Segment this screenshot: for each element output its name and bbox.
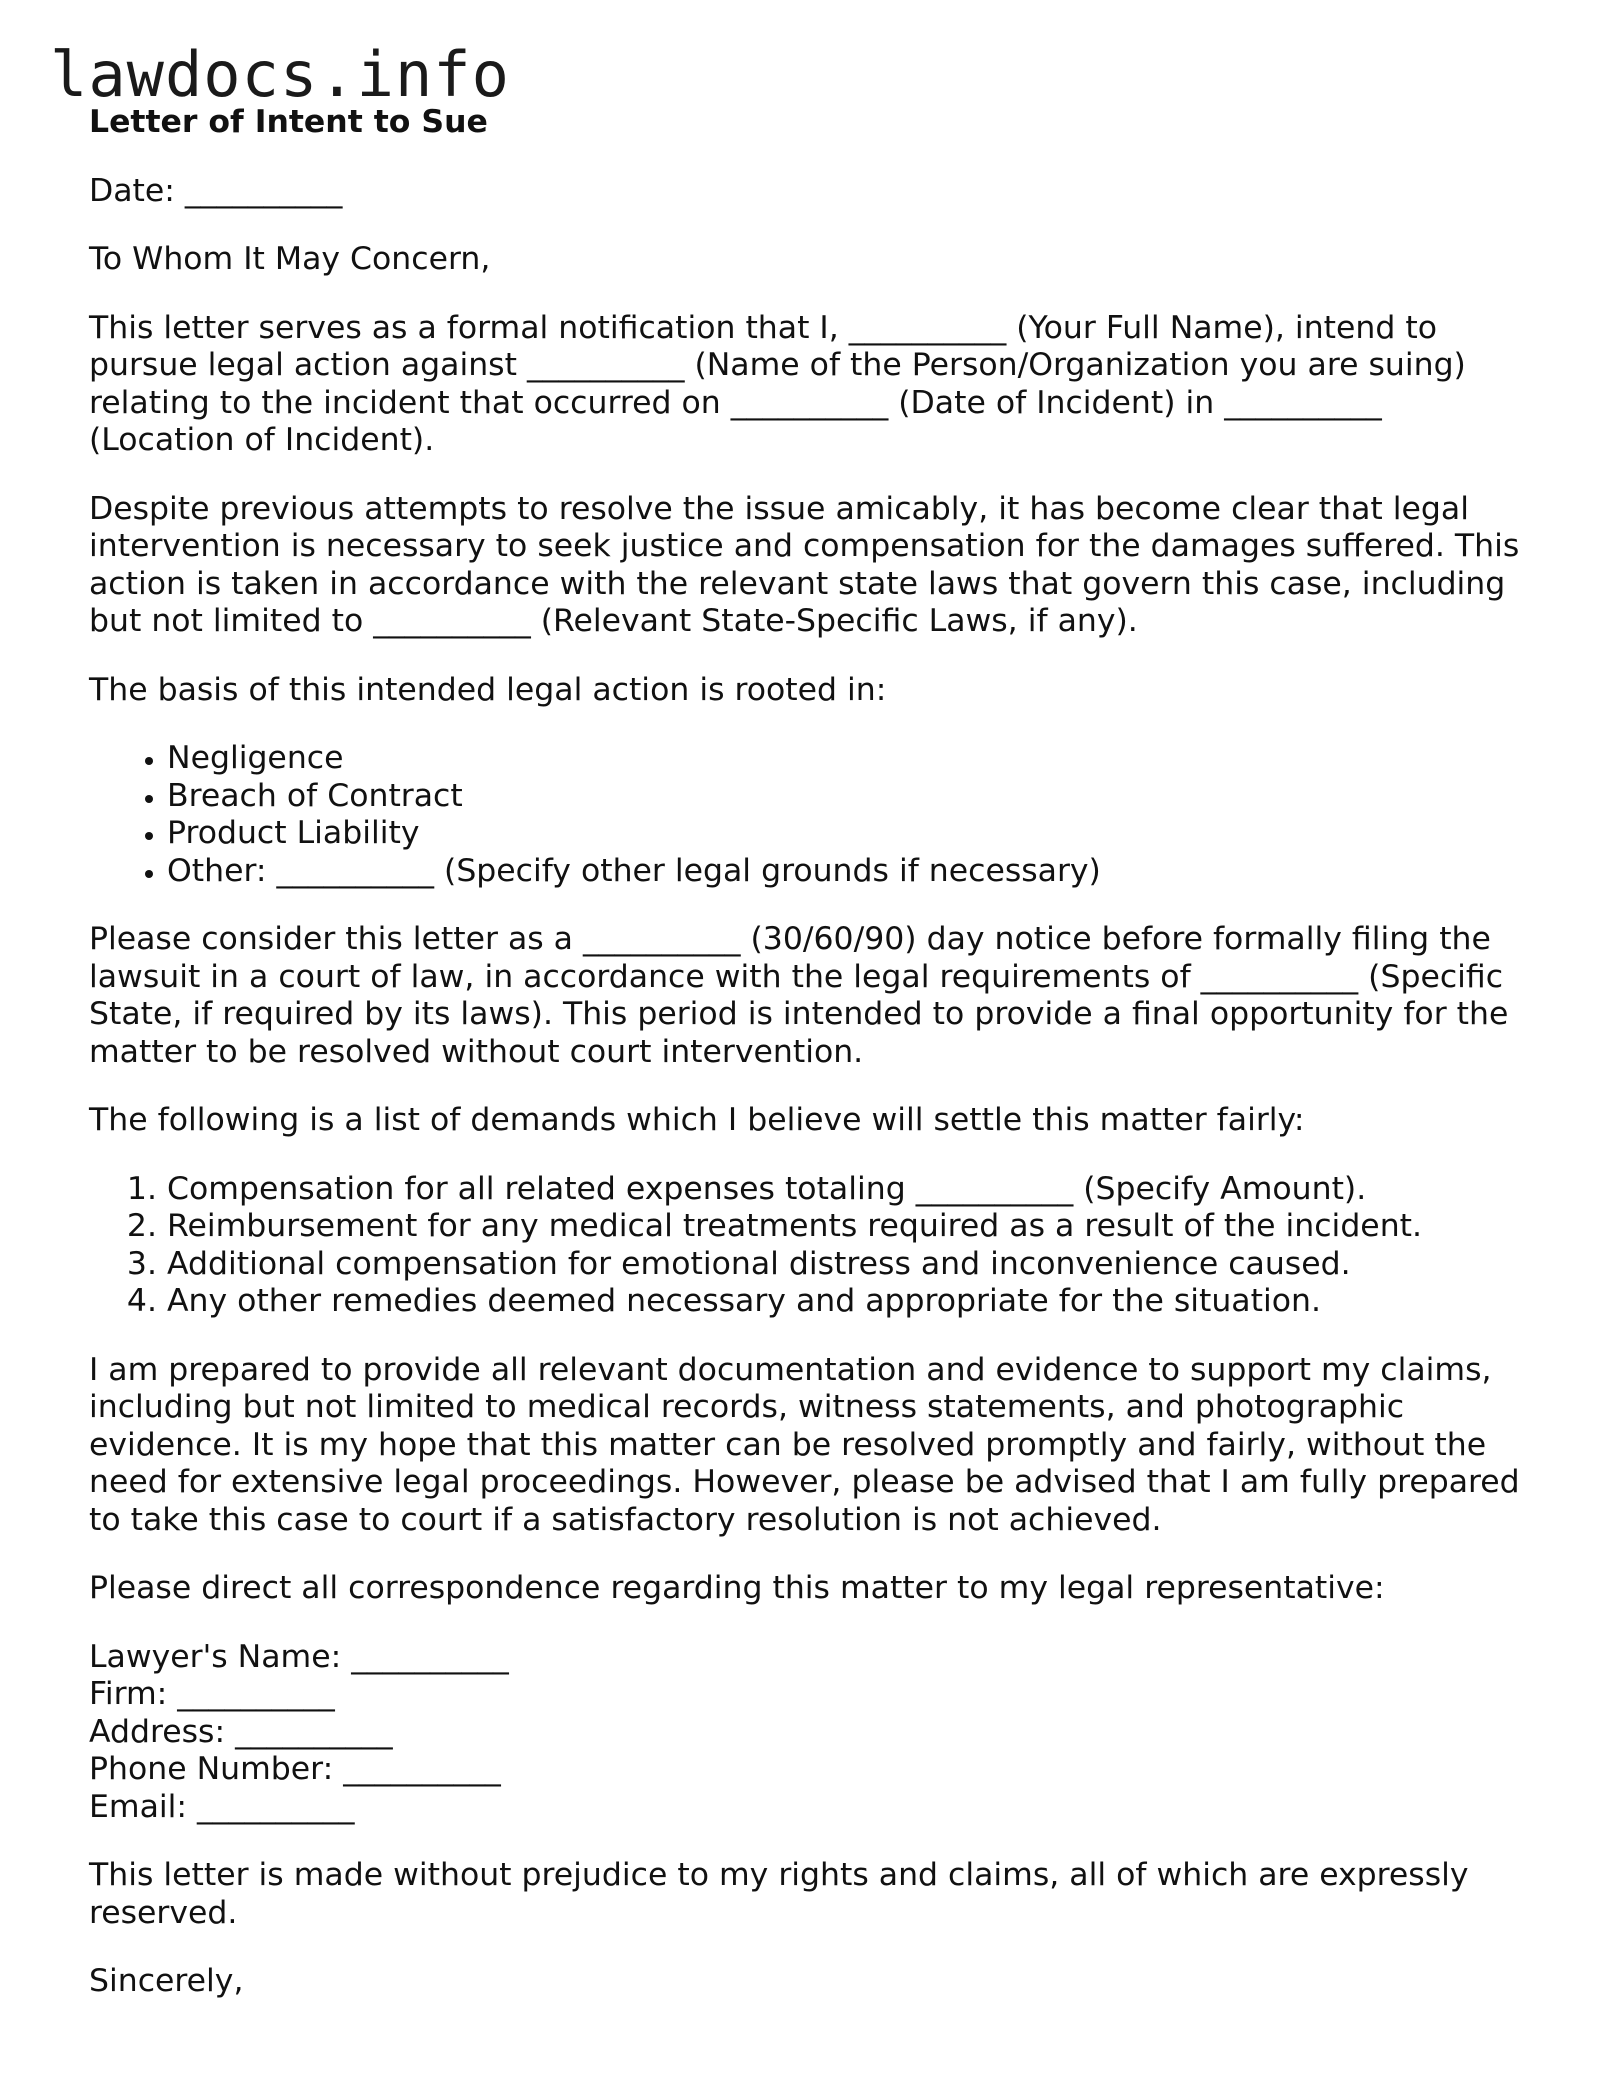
lawyer-name-line: Lawyer's Name: __________ (89, 1638, 509, 1675)
list-item: • Product Liability (167, 815, 1529, 853)
document-title: Letter of Intent to Sue (89, 104, 488, 140)
watermark-logo: lawdocs.info (50, 38, 510, 111)
closing: Sincerely, (89, 1963, 244, 1999)
context-paragraph: Despite previous attempts to resolve the issue amicably, it has become clear that legal intervention is necessary to seek justice and compensation for the damages suffered. This action is taken in accordance with the relevant state laws that govern this case, including but not limited to __________ (Relevant State-Specific Laws, if any). (89, 490, 1520, 639)
basis-list (89, 740, 1529, 890)
demands-list (89, 1171, 1529, 1321)
demands-intro: The following is a list of demands which I believe will settle this matter fairly: (89, 1102, 1305, 1138)
salutation: To Whom It May Concern, (89, 241, 491, 277)
date-line: Date: __________ (89, 172, 343, 209)
list-item: • Other: __________ (Specify other legal grounds if necessary) (167, 853, 1529, 891)
list-item: 4. Any other remedies deemed necessary and appropriate for the situation. (167, 1283, 1529, 1321)
email-line: Email: __________ (89, 1788, 355, 1825)
list-item: • Negligence (167, 740, 1529, 778)
correspondence-paragraph: Please direct all correspondence regarding this matter to my legal representative: (89, 1570, 1385, 1606)
lawyer-contact-block (89, 1639, 1529, 1827)
prejudice-paragraph: This letter is made without prejudice to my rights and claims, all of which are expressly reserved. (89, 1857, 1469, 1931)
phone-line: Phone Number: __________ (89, 1751, 501, 1787)
basis-intro: The basis of this intended legal action is rooted in: (89, 671, 887, 708)
intro-paragraph: This letter serves as a formal notification that I, __________ (Your Full Name), intend to pursue legal action against __________ (Name of the Person/Organization you are suing) relating to the incident that occurred on __________ (Date of Incident) in __________ (Location of Incident). (89, 309, 1466, 458)
notice-paragraph: Please consider this letter as a __________ (30/60/90) day notice before formally filing the lawsuit in a court of law, in accordance with the legal requirements of __________ (Specific State, if required by its laws). This period is intended to provide a final opportunity for the matter to be resolved without court intervention. (89, 921, 1509, 1070)
address-line: Address: __________ (89, 1713, 393, 1750)
firm-line: Firm: __________ (89, 1676, 335, 1712)
list-item: 3. Additional compensation for emotional distress and inconvenience caused. (167, 1246, 1529, 1284)
evidence-paragraph: I am prepared to provide all relevant documentation and evidence to support my claims, including but not limited to medical records, witness statements, and photographic evidence. It is my hope that this matter can be resolved promptly and fairly, without the need for extensive legal proceedings. However, please be advised that I am fully prepared to take this case to court if a satisfactory resolution is not achieved. (89, 1351, 1520, 1538)
list-item: 1. Compensation for all related expenses totaling __________ (Specify Amount). (167, 1171, 1529, 1209)
list-item: 2. Reimbursement for any medical treatments required as a result of the incident. (167, 1208, 1529, 1246)
list-item: • Breach of Contract (167, 778, 1529, 816)
letter-body (89, 104, 1529, 2032)
